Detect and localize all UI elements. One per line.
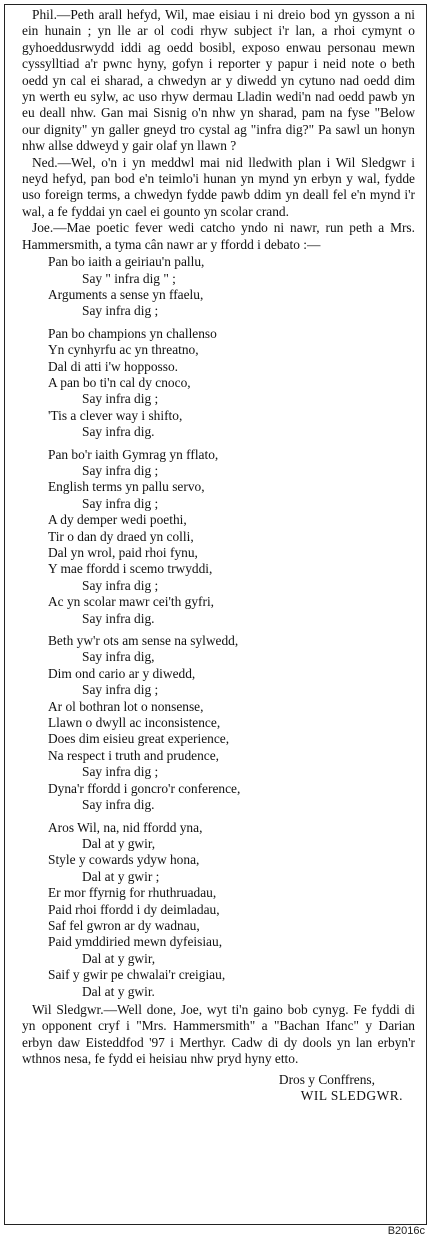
dialogue-paragraph-phil: Phil.—Peth arall hefyd, Wil, mae eisiau i ni dreio bod yn gysson a ni ein hunain ; yn lle ar ol codi rhyw subject i'r lan, a rhoi cymynt o gyhoeddusrwydd iddi ag oedd bosibl, exposo enwau personau mewn cyssylltiad a'r pwnc hyny, gofyn i reporter y papur i neid note o beth oedd yn cal ei sharad, a chwedyn ar y diwedd yn cytuno nad oedd dim yn werth eu sylw, ac uso rhyw dermau Lladin wedi'n nad oedd pawb yn eu deall nhw. Gan mai Sisnig o'n nhw yn sharad, pam na fyse "Below our dignity" yn galler gneyd tro cystal ag "infra dig?" Pa sawl un honyn nhw allse ddweyd y gair olaf yn llawn ? (22, 7, 415, 154)
poem-refrain-line: Say infra dig ; (82, 764, 159, 780)
poem-line: Tir o dan dy draed yn colli, (48, 528, 194, 544)
poem-line: Dal di atti i'w hopposso. (48, 358, 178, 374)
poem-refrain-line: Dal at y gwir, (82, 835, 156, 851)
poem-refrain-line: Say infra dig ; (82, 495, 159, 511)
poem-refrain-line: Say infra dig ; (82, 391, 159, 407)
poem-refrain-line: Say infra dig ; (82, 577, 159, 593)
poem-line: Style y cowards ydyw hona, (48, 852, 200, 868)
dialogue-paragraph-wil: Wil Sledgwr.—Well done, Joe, wyt ti'n gaino bob cynyg. Fe fyddi di yn opponent cryf i "Mrs. Hammersmith" a "Bachan Ifanc" y Darian erbyn daw Eisteddfod '97 i Merthyr. Cadw di dy dools yn lan erbyn'r wthnos nesa, fe fydd ei heisiau nhw pryd hyny etto. (22, 1001, 415, 1067)
poem-line: Llawn o dwyll ac inconsistence, (48, 715, 221, 731)
poem-refrain-line: Say infra dig. (82, 610, 155, 626)
poem-line: Paid ymddiried mewn dyfeisiau, (48, 934, 223, 950)
poem-line: Er mor ffyrnig for rhuthruadau, (48, 885, 217, 901)
poem-line: Dim ond cario ar y diwedd, (48, 665, 196, 681)
poem-line: Paid rhoi ffordd i dy deimladau, (48, 901, 220, 917)
poem-line: Pan bo champions yn challenso (48, 325, 217, 341)
reference-code: B2016c (387, 1225, 425, 1237)
poem-line: Ac yn scolar mawr cei'th gyfri, (48, 594, 215, 610)
poem-line: Arguments a sense yn ffaelu, (48, 286, 204, 302)
poem-line: Saf fel gwron ar dy wadnau, (48, 917, 200, 933)
poem-line: Does dim eisieu great experience, (48, 731, 230, 747)
poem-line: Pan bo'r iaith Gymrag yn fflato, (48, 446, 219, 462)
dialogue-paragraph-ned: Ned.—Wel, o'n i yn meddwl mai nid lledwith plan i Wil Sledgwr i neyd hefyd, pan bod e'n teimlo'i hunan yn mynd yn erbyn y wal, fydde uso foreign terms, a chwedyn fydde pawb ddim yn deall fel e'n mynd i'r wal, a fe fyddai yn cael ei gounto yn scolar crand. (22, 154, 415, 219)
poem-refrain-line: Dal at y gwir. (82, 983, 155, 999)
poem-line: Y mae ffordd i scemo trwyddi, (48, 561, 213, 577)
signature: WIL SLEDGWR. (300, 1088, 403, 1103)
poem-line: A dy demper wedi poethi, (48, 512, 187, 528)
poem-refrain-line: Say infra dig, (82, 649, 155, 665)
poem-line: English terms yn pallu servo, (48, 479, 205, 495)
poem-line: Dyna'r ffordd i goncro'r conference, (48, 780, 241, 796)
poem-refrain-line: Dal at y gwir ; (82, 868, 160, 884)
poem-line: Beth yw'r ots am sense na sylwedd, (48, 633, 239, 649)
dialogue-paragraph-joe: Joe.—Mae poetic fever wedi catcho yndo ni nawr, run peth a Mrs. Hammersmith, a tyma cân nawr ar y ffordd i debato :— (22, 220, 415, 252)
poem-refrain-line: Say infra dig ; (82, 303, 159, 319)
poem-line: Ar ol bothran lot o nonsense, (48, 698, 204, 714)
poem-line: Dal yn wrol, paid rhoi fynu, (48, 545, 198, 560)
poem-line: Aros Wil, na, nid ffordd yna, (48, 819, 203, 835)
poem (22, 254, 415, 1000)
poem-refrain-line: Say " infra dig " ; (82, 270, 176, 286)
poem-line: Saif y gwir pe chwalai'r creigiau, (48, 967, 226, 983)
poem-refrain-line: Say infra dig. (82, 797, 155, 813)
poem-refrain-line: Say infra dig ; (82, 462, 159, 478)
poem-line: A pan bo ti'n cal dy cnoco, (48, 374, 191, 390)
poem-refrain-line: Say infra dig ; (82, 682, 159, 698)
poem-line: Na respect i truth and prudence, (48, 747, 220, 763)
poem-line: Yn cynhyrfu ac yn threatno, (48, 342, 199, 358)
poem-refrain-line: Say infra dig. (82, 424, 155, 440)
poem-line: Pan bo iaith a geiriau'n pallu, (48, 254, 205, 270)
poem-line: 'Tis a clever way i shifto, (48, 407, 183, 423)
article-body (22, 7, 415, 1104)
poem-refrain-line: Dal at y gwir, (82, 950, 156, 966)
valediction: Dros y Conffrens, (278, 1071, 375, 1087)
